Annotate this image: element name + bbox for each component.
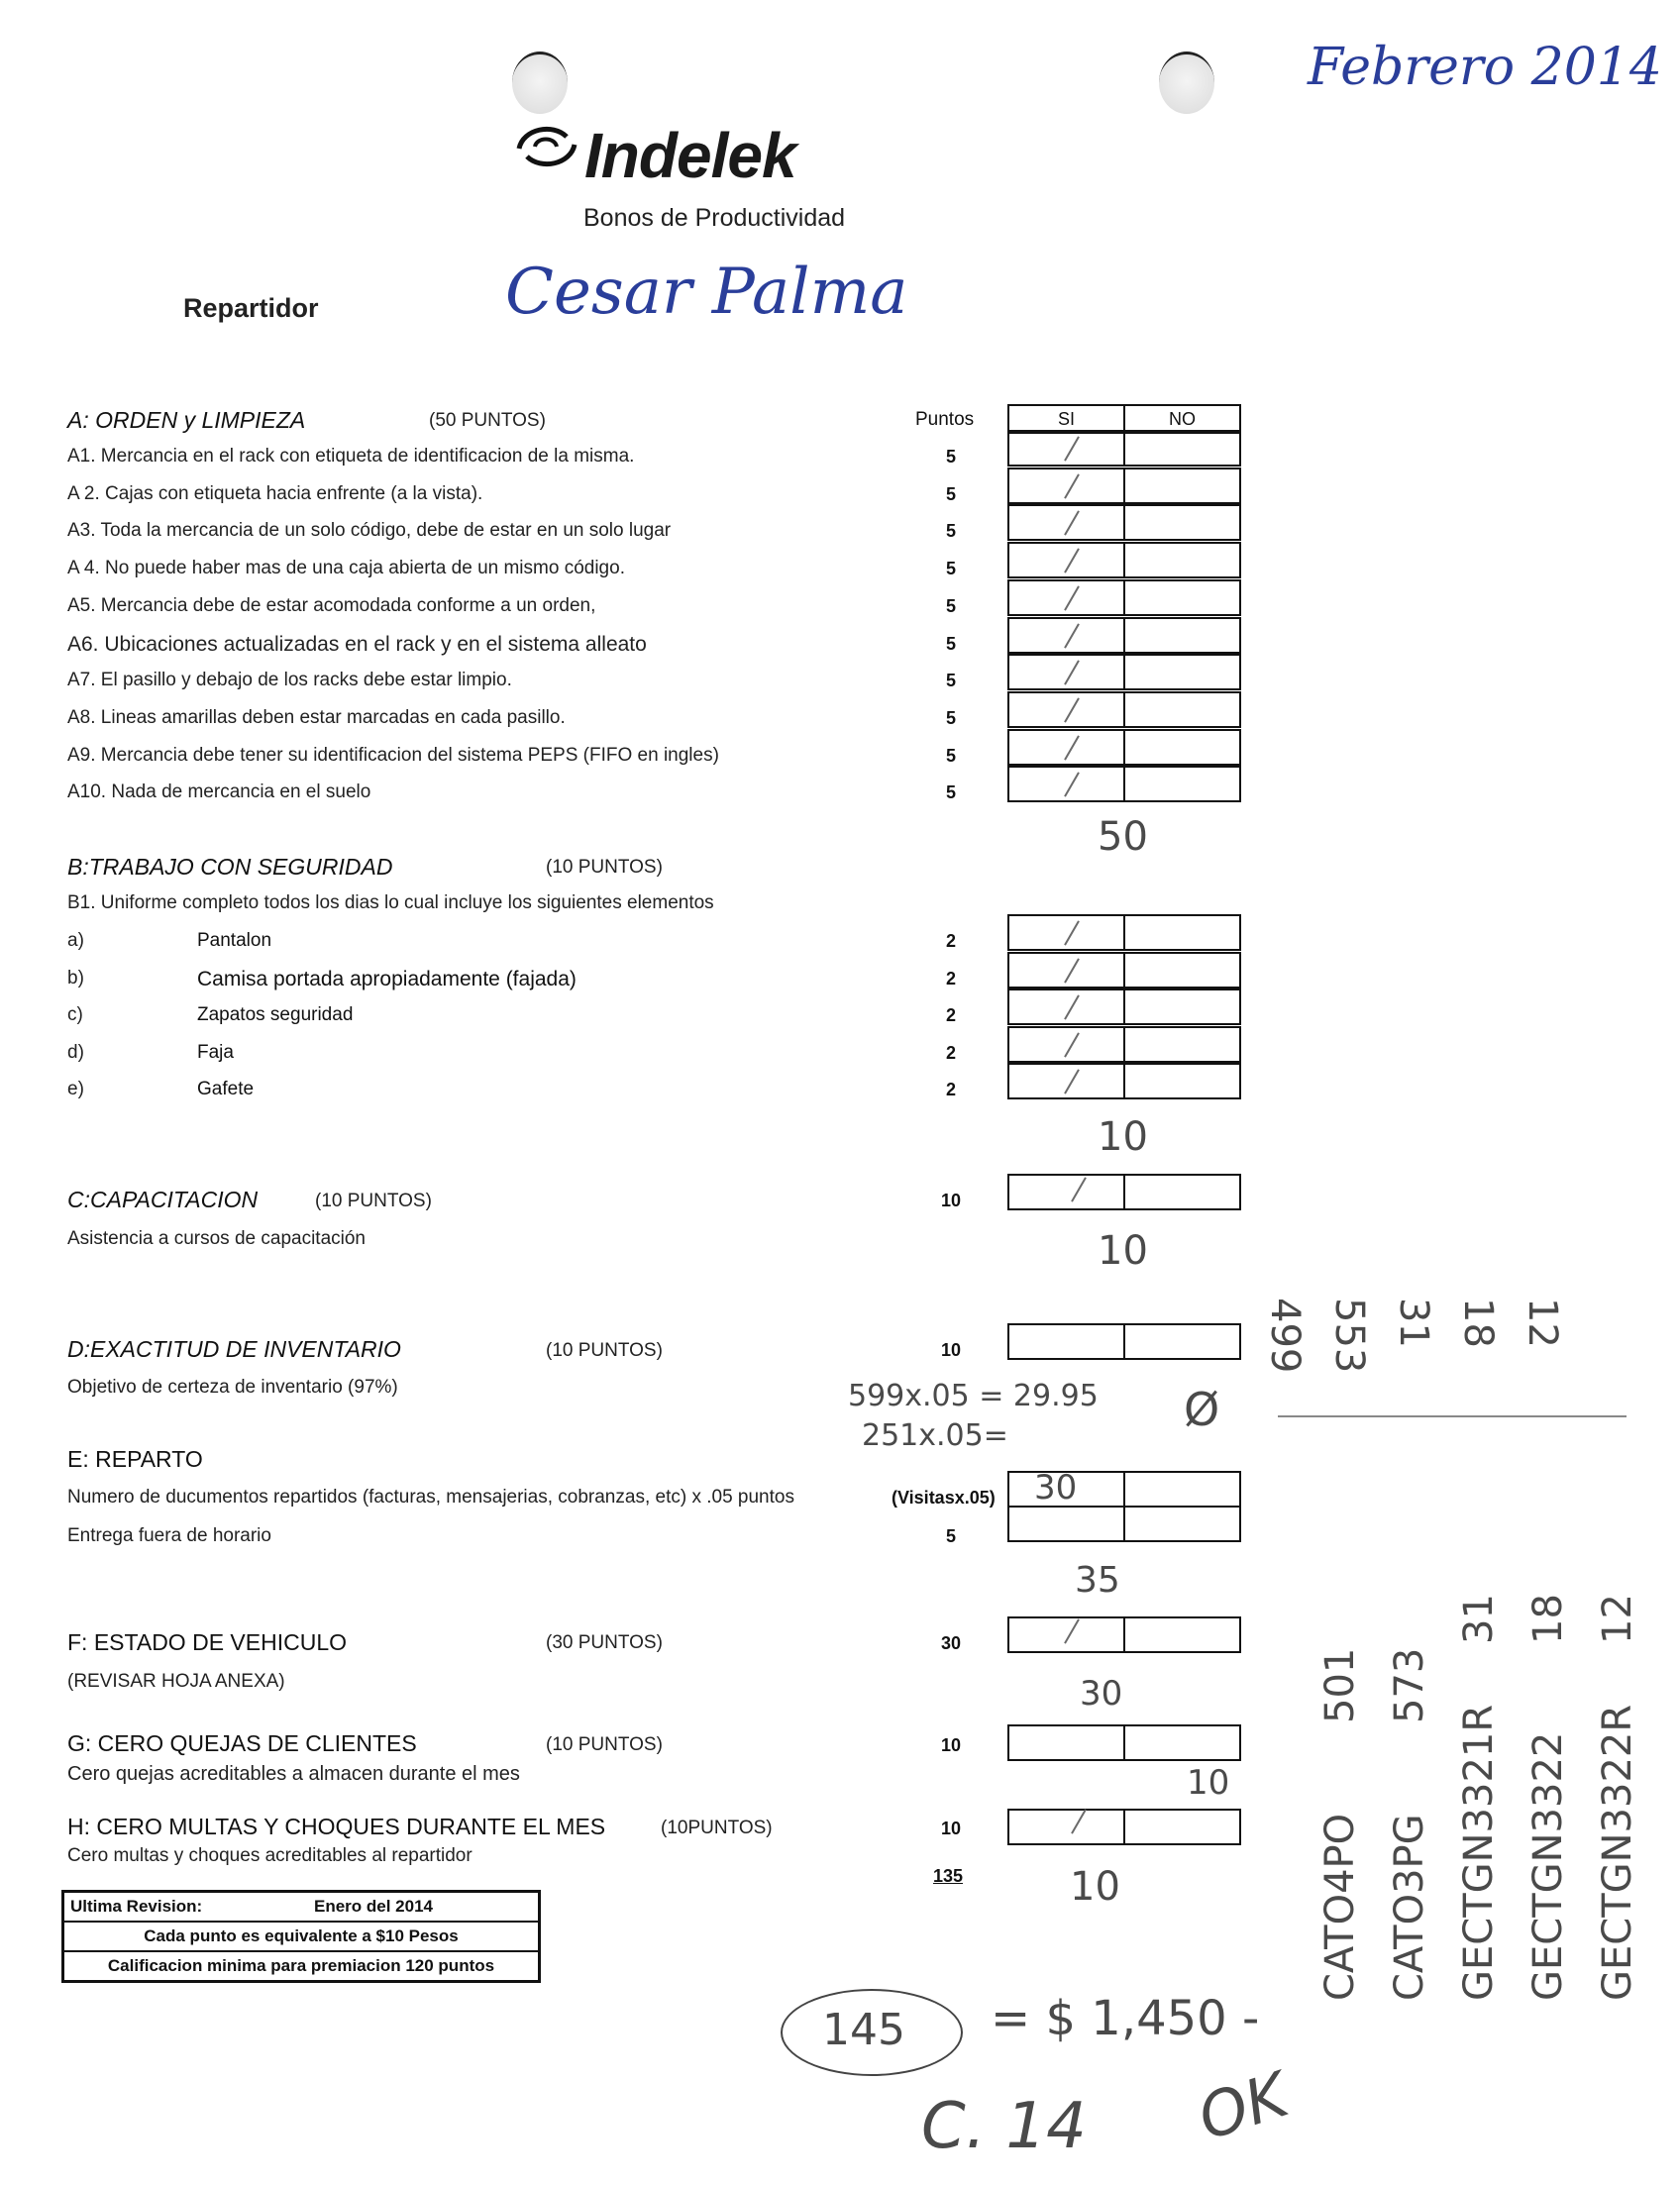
section-a-item-checkbox[interactable] (1007, 468, 1241, 504)
section-b-item-text: Gafete (197, 1079, 255, 1099)
section-b-item-letter: d) (67, 1042, 84, 1063)
section-d-points: 10 (940, 1340, 962, 1360)
section-a-handwritten-score: 50 (1098, 814, 1148, 860)
section-a-item-text: A7. El pasillo y debajo de los racks debe estar limpio. (67, 670, 512, 690)
margin-code-value: 12 (1595, 1594, 1640, 1644)
section-a-item-checkbox[interactable] (1007, 654, 1241, 690)
section-b-points-note: (10 PUNTOS) (546, 857, 663, 878)
handwritten-signature: C. 14 (921, 2090, 1087, 2163)
section-a-item-checkbox[interactable] (1007, 430, 1241, 467)
margin-code: GECTGN3322R (1595, 1704, 1640, 2001)
si-column-header: SI (1007, 404, 1125, 434)
section-c-desc: Asistencia a cursos de capacitación (67, 1228, 366, 1249)
section-g-points: 10 (940, 1735, 962, 1755)
section-b-item-checkbox[interactable] (1007, 1063, 1241, 1099)
handwritten-circled-total: 145 (822, 2005, 905, 2055)
section-a-title: A: ORDEN y LIMPIEZA (67, 407, 306, 433)
section-b-item-text: Camisa portada apropiadamente (fajada) (197, 968, 577, 990)
margin-code: CATO4PO (1317, 1813, 1363, 2001)
section-e-handwritten-box-value: 30 (1034, 1468, 1078, 1508)
section-g-title: G: CERO QUEJAS DE CLIENTES (67, 1730, 417, 1756)
margin-code: GECTGN3322 (1525, 1731, 1571, 2001)
revision-date: Enero del 2014 (314, 1897, 434, 1916)
section-b-title: B:TRABAJO CON SEGURIDAD (67, 854, 393, 880)
section-a-item-points: 5 (945, 782, 956, 802)
section-a-item-points: 5 (945, 447, 956, 467)
section-b-item-letter: b) (67, 968, 84, 989)
section-b-item-letter: e) (67, 1079, 84, 1099)
section-a-item-text: A6. Ubicaciones actualizadas en el rack y en el sistema alleato (67, 633, 647, 656)
section-d-handwritten-calc-2: 251x.05= (862, 1418, 1008, 1453)
point-value-row (64, 1923, 538, 1952)
section-a-item-checkbox[interactable] (1007, 504, 1241, 541)
section-b-item-points: 2 (945, 1005, 956, 1025)
section-e-points-1: (Visitasx.05) (892, 1488, 996, 1508)
handwritten-amount: = $ 1,450 - (991, 1991, 1260, 2046)
puntos-column-header: Puntos (915, 409, 975, 430)
section-h-desc: Cero multas y choques acreditables al repartidor (67, 1845, 472, 1866)
section-a-item-text: A8. Lineas amarillas deben estar marcadas en cada pasillo. (67, 707, 566, 728)
section-b-item-points: 2 (945, 931, 956, 951)
document-title: Bonos de Productividad (583, 204, 846, 232)
section-a-item-checkbox[interactable] (1007, 579, 1241, 616)
section-a-item-text: A 2. Cajas con etiqueta hacia enfrente (a la vista). (67, 483, 483, 504)
minimum-score-text: Calificacion minima para premiacion 120 puntos (107, 1956, 495, 1975)
section-b-item-letter: a) (67, 930, 84, 951)
section-e-desc-1: Numero de ducumentos repartidos (facturas, mensajerias, cobranzas, etc) x .05 puntos (67, 1487, 794, 1508)
section-b-item-checkbox[interactable] (1007, 989, 1241, 1025)
section-b-item-text: Zapatos seguridad (197, 1004, 354, 1025)
section-d-handwritten-calc-1: 599x.05 = 29.95 (848, 1379, 1099, 1413)
section-a-item-checkbox[interactable] (1007, 691, 1241, 728)
section-b-handwritten-score: 10 (1098, 1114, 1148, 1160)
section-b-item-checkbox[interactable] (1007, 914, 1241, 951)
section-d-handwritten-mark: Ø (1184, 1383, 1220, 1436)
section-g-checkbox-row[interactable] (1007, 1724, 1241, 1761)
margin-top-number: 12 (1520, 1298, 1565, 1348)
margin-code-value: 18 (1525, 1594, 1571, 1644)
section-f-title: F: ESTADO DE VEHICULO (67, 1629, 348, 1655)
section-a-item-text: A1. Mercancia en el rack con etiqueta de identificacion de la misma. (67, 446, 635, 467)
minimum-score-row (64, 1952, 538, 1980)
section-c-handwritten-score: 10 (1098, 1228, 1148, 1274)
section-h-checkbox-row[interactable] (1007, 1809, 1241, 1845)
section-a-item-points: 5 (945, 484, 956, 504)
section-h-points-note: (10PUNTOS) (661, 1818, 773, 1838)
margin-code: CATO3PG (1387, 1814, 1432, 2001)
margin-code-value: 31 (1456, 1594, 1502, 1644)
revision-table (61, 1890, 541, 1983)
section-a-item-points: 5 (945, 596, 956, 616)
handwritten-date: Febrero 2014 (1308, 38, 1662, 97)
handwritten-name: Cesar Palma (505, 256, 908, 329)
section-h-points: 10 (940, 1819, 962, 1838)
section-a-item-text: A 4. No puede haber mas de una caja abierta de un mismo código. (67, 558, 625, 578)
section-b-item-letter: c) (67, 1004, 83, 1025)
section-c-title: C:CAPACITACION (67, 1187, 259, 1212)
section-h-title: H: CERO MULTAS Y CHOQUES DURANTE EL MES (67, 1814, 606, 1839)
section-g-points-note: (10 PUNTOS) (546, 1734, 663, 1755)
no-column-header: NO (1123, 404, 1241, 434)
revision-row (64, 1893, 538, 1923)
section-f-desc: (REVISAR HOJA ANEXA) (67, 1671, 285, 1692)
section-a-item-points: 5 (945, 559, 956, 578)
section-a-item-points: 5 (945, 708, 956, 728)
section-b-intro: B1. Uniforme completo todos los dias lo cual incluye los siguientes elementos (67, 892, 714, 913)
section-f-handwritten-score: 30 (1080, 1674, 1123, 1714)
section-a-item-points: 5 (945, 634, 956, 654)
section-a-item-checkbox[interactable] (1007, 617, 1241, 654)
indelek-logo-icon (513, 119, 580, 174)
section-a-item-points: 5 (945, 746, 956, 766)
section-b-item-points: 2 (945, 1043, 956, 1063)
section-g-handwritten-score: 10 (1187, 1763, 1230, 1803)
section-b-item-points: 2 (945, 1080, 956, 1099)
margin-top-number: 553 (1326, 1298, 1372, 1374)
section-g-desc: Cero quejas acreditables a almacen durante el mes (67, 1763, 520, 1785)
section-f-points-note: (30 PUNTOS) (546, 1632, 663, 1653)
section-b-item-text: Pantalon (197, 930, 272, 951)
section-a-points-note: (50 PUNTOS) (429, 410, 546, 431)
point-value-text: Cada punto es equivalente a $10 Pesos (144, 1926, 459, 1945)
section-a-item-checkbox[interactable] (1007, 729, 1241, 766)
margin-code-value: 573 (1387, 1647, 1432, 1723)
section-b-item-checkbox[interactable] (1007, 1026, 1241, 1063)
section-a-item-text: A5. Mercancia debe de estar acomodada conforme a un orden, (67, 595, 596, 616)
section-b-item-points: 2 (945, 969, 956, 989)
margin-code: GECTGN3321R (1456, 1704, 1502, 2001)
section-f-points: 30 (940, 1633, 962, 1653)
section-a-item-points: 5 (945, 671, 956, 690)
section-d-title: D:EXACTITUD DE INVENTARIO (67, 1336, 401, 1362)
section-a-item-checkbox[interactable] (1007, 542, 1241, 578)
section-e-desc-2: Entrega fuera de horario (67, 1525, 271, 1546)
margin-code-value: 501 (1317, 1647, 1363, 1723)
section-c-points: 10 (940, 1191, 962, 1210)
section-d-checkbox-row[interactable] (1007, 1323, 1241, 1360)
section-b-item-text: Faja (197, 1042, 234, 1063)
section-e-points-2: 5 (945, 1526, 956, 1546)
handwritten-ok-mark: OK (1189, 2057, 1297, 2155)
section-d-points-note: (10 PUNTOS) (546, 1340, 663, 1361)
section-f-checkbox-row[interactable] (1007, 1616, 1241, 1653)
revision-label: Ultima Revision: (70, 1897, 203, 1916)
punch-hole-left (512, 52, 568, 114)
section-e-checkbox-row-2[interactable] (1007, 1506, 1241, 1542)
section-a-item-points: 5 (945, 521, 956, 541)
margin-top-number: 499 (1262, 1298, 1308, 1374)
section-a-item-text: A10. Nada de mercancia en el suelo (67, 781, 371, 802)
section-b-item-checkbox[interactable] (1007, 952, 1241, 989)
section-c-points-note: (10 PUNTOS) (315, 1191, 432, 1211)
section-e-title: E: REPARTO (67, 1446, 203, 1472)
punch-hole-right (1159, 52, 1214, 114)
margin-top-number: 18 (1455, 1298, 1501, 1348)
total-points: 135 (933, 1866, 964, 1886)
section-a-item-text: A9. Mercancia debe tener su identificacion del sistema PEPS (FIFO en ingles) (67, 745, 719, 766)
section-e-handwritten-score: 35 (1075, 1560, 1120, 1601)
indelek-logo: Indelek (584, 120, 796, 191)
section-c-checkbox-row[interactable] (1007, 1174, 1241, 1210)
role-label: Repartidor (183, 293, 319, 323)
section-a-item-checkbox[interactable] (1007, 766, 1241, 802)
section-h-handwritten-score: 10 (1070, 1864, 1120, 1910)
section-a-item-text: A3. Toda la mercancia de un solo código, debe de estar en un solo lugar (67, 520, 672, 541)
margin-top-number: 31 (1391, 1298, 1436, 1348)
margin-divider-line (1278, 1415, 1627, 1417)
section-d-desc: Objetivo de certeza de inventario (97%) (67, 1377, 398, 1398)
